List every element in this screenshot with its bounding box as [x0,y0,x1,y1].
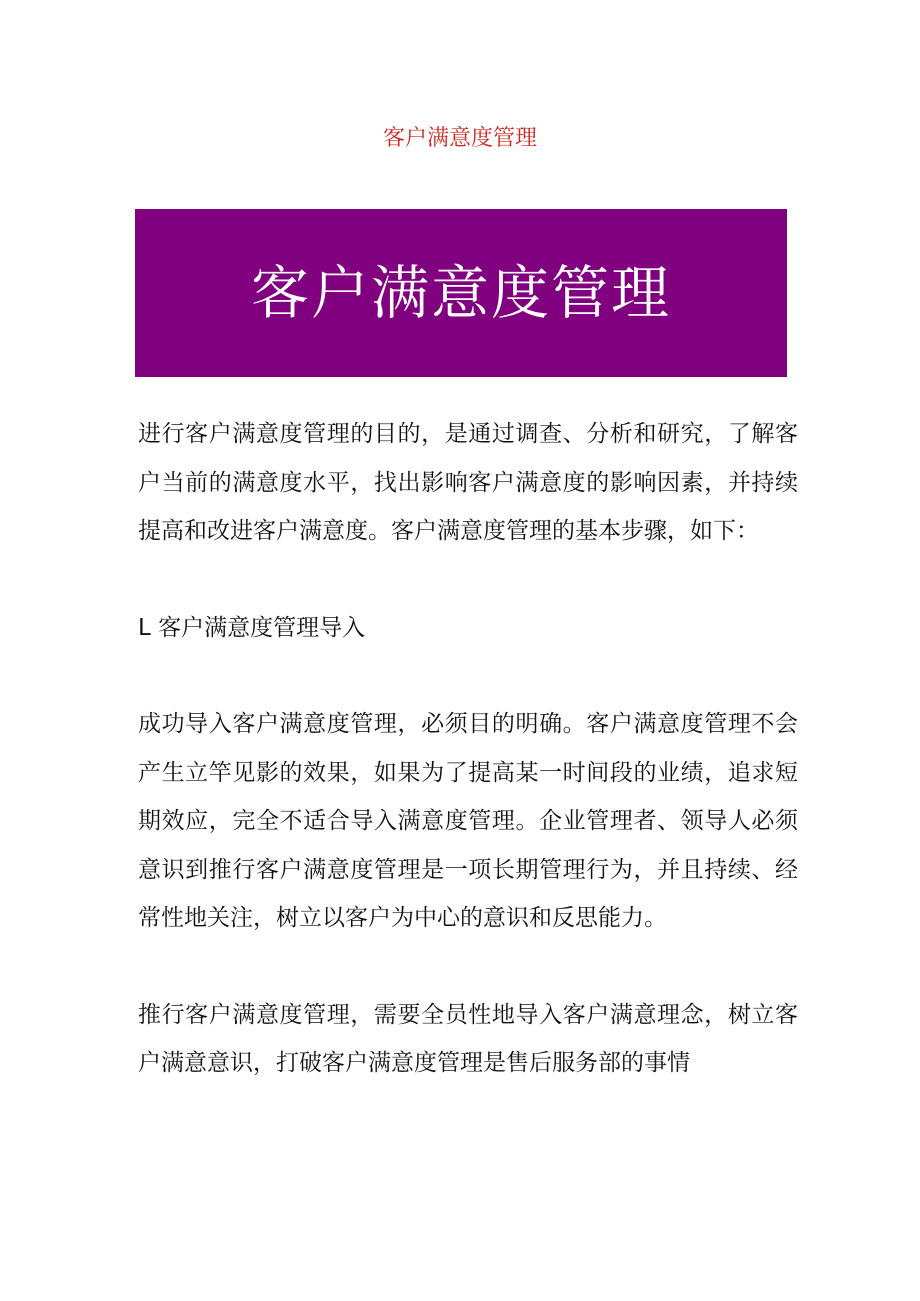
banner-title: 客户满意度管理 [250,259,671,327]
running-header-title: 客户满意度管理 [382,126,537,151]
intro-paragraph: 进行客户满意度管理的目的，是通过调查、分析和研究，了解客户当前的满意度水平，找出影响客户满意度的影响因素，并持续提高和改进客户满意度。客户满意度管理的基本步骤，如下： [138,421,798,544]
body-paragraph: 成功导入客户满意度管理，必须目的明确。客户满意度管理不会产生立竿见影的效果，如果为了提高某一时间段的业绩，追求短期效应，完全不适合导入满意度管理。企业管理者、领导人必须意识到推行客户满意度管理是一项长期管理行为，并且持续、经常性地关注，树立以客户为中心的意识和反思能力。 [138,711,798,931]
document-body [138,410,798,1088]
body-paragraph: 推行客户满意度管理，需要全员性地导入客户满意理念，树立客户满意意识，打破客户满意度管理是售后服务部的事情 [138,1001,798,1076]
section-heading: L 客户满意度管理导入 [138,614,366,641]
title-banner [135,209,787,377]
